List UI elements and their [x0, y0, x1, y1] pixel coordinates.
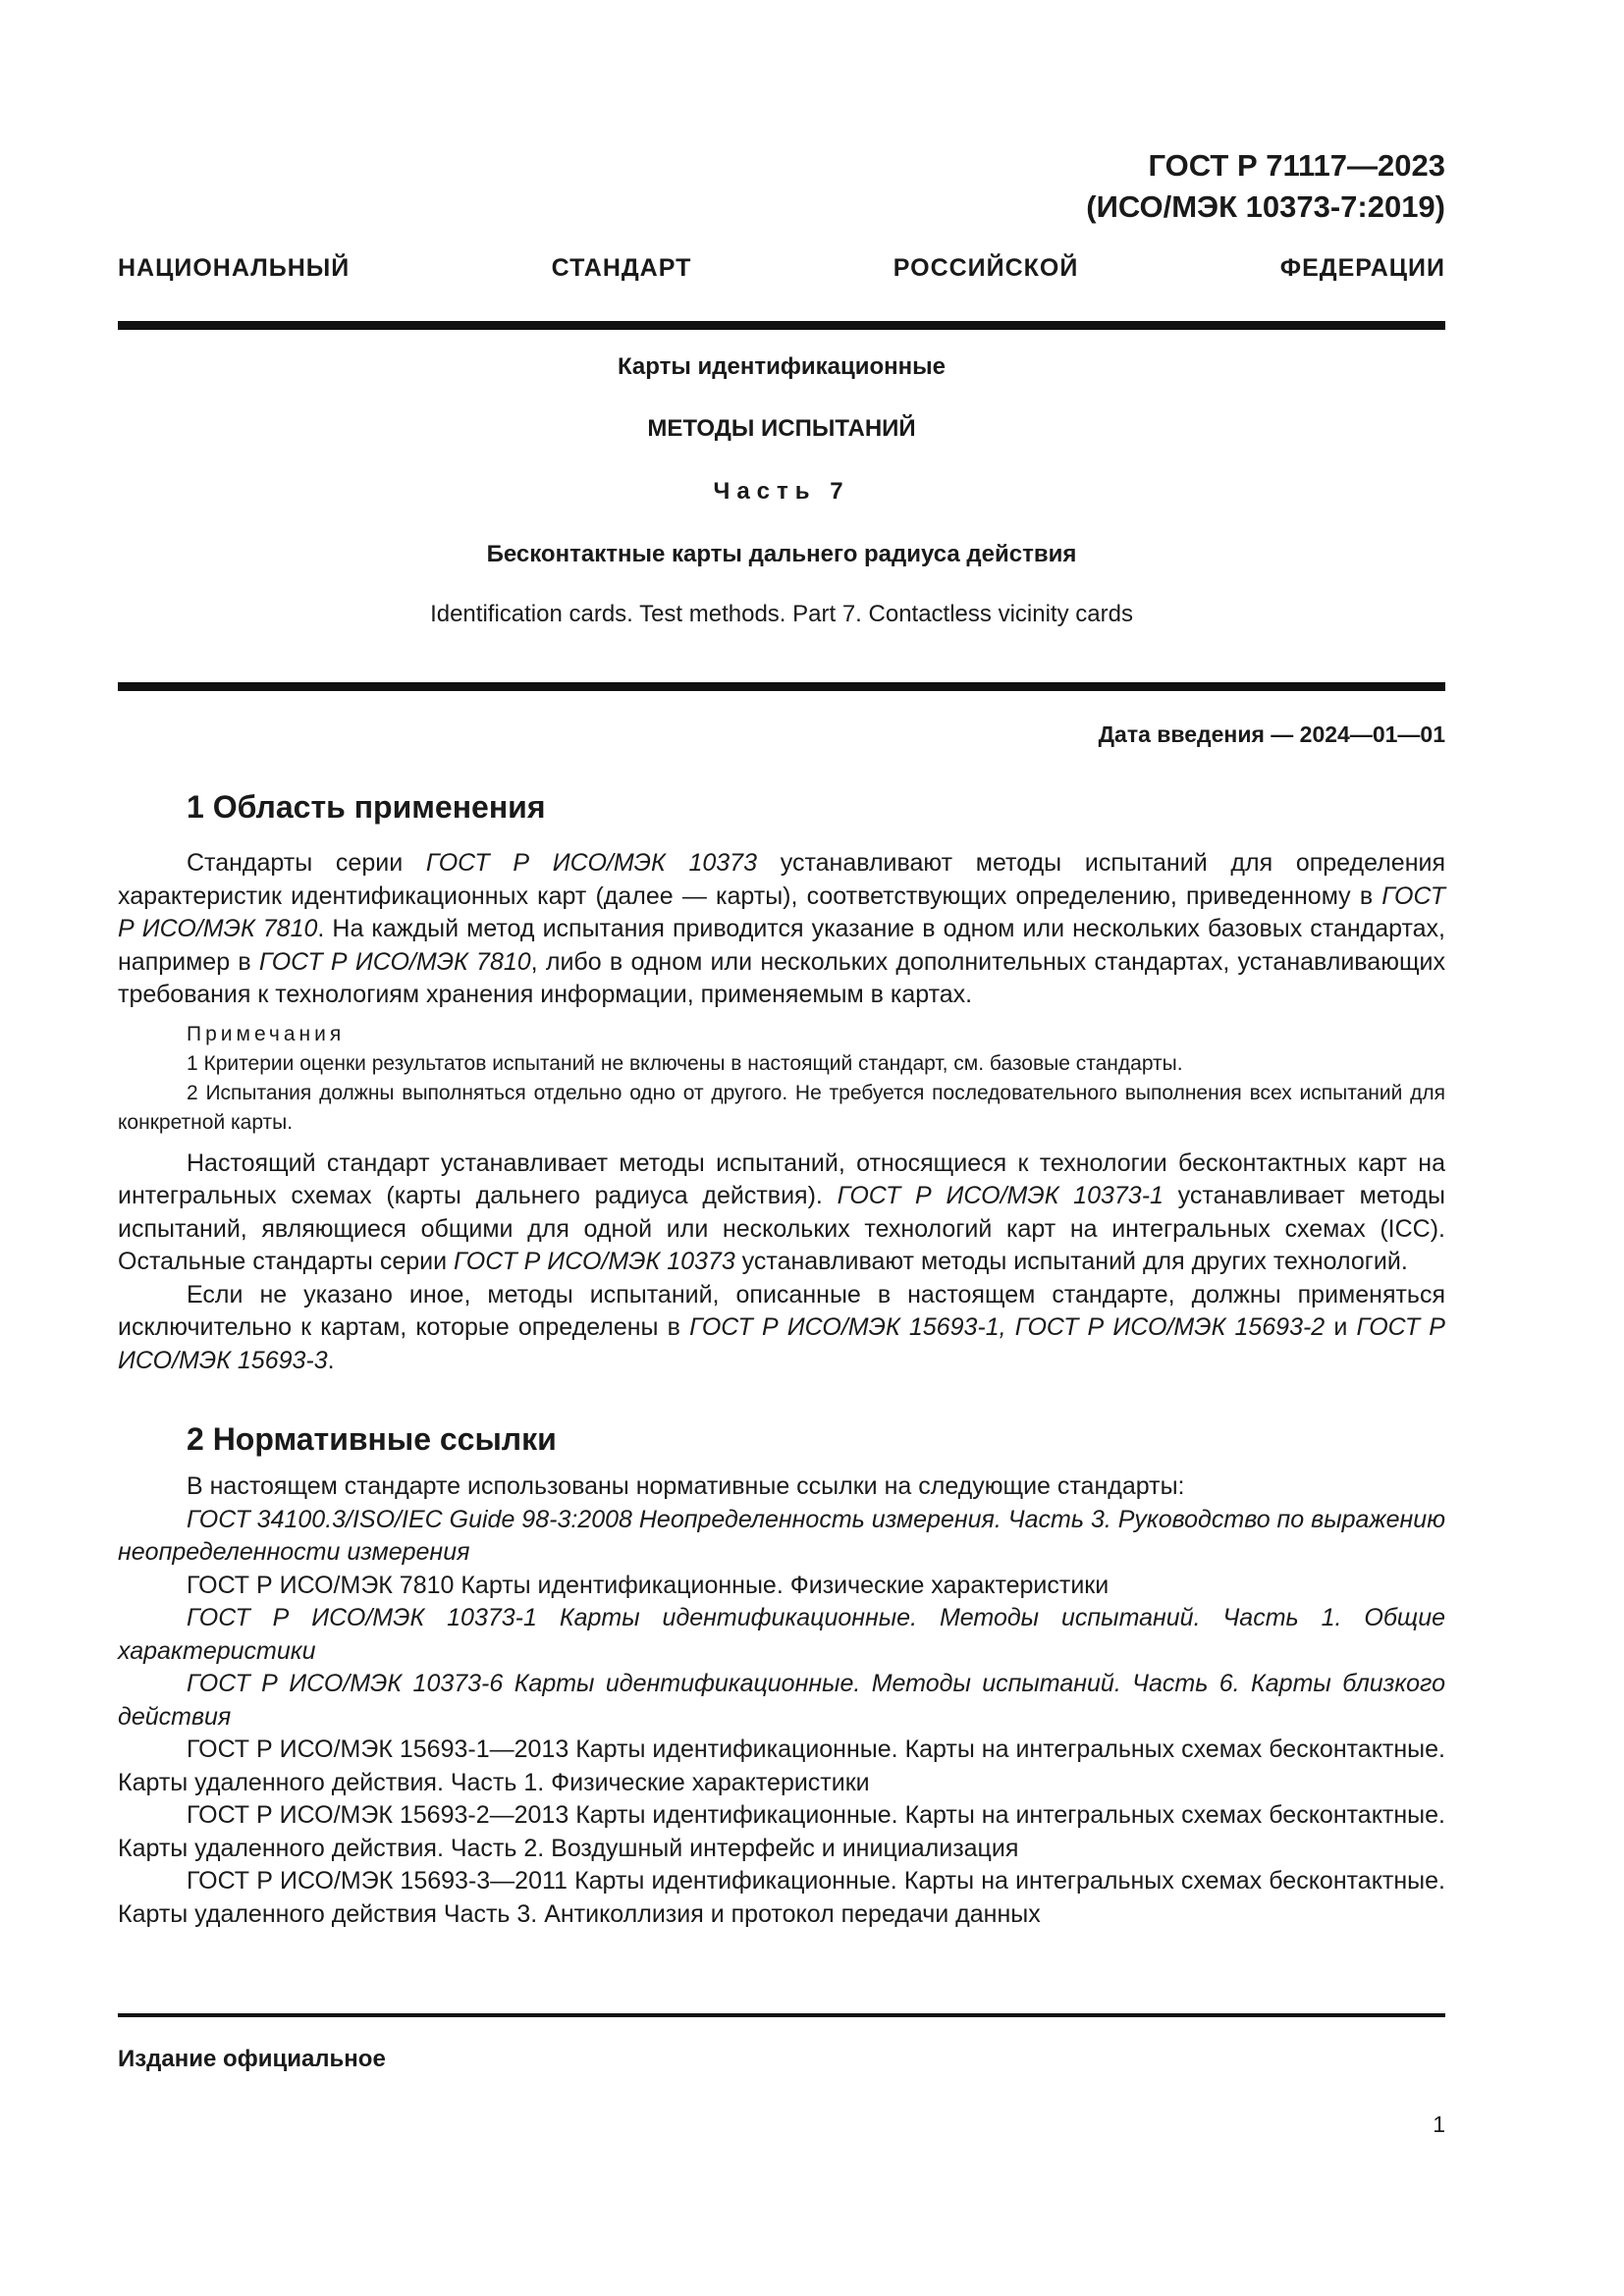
title-part: Часть 7 — [713, 478, 850, 505]
title-methods: МЕТОДЫ ИСПЫТАНИЙ — [647, 415, 916, 442]
section-1-paragraph-3: Если не указано иное, методы испытаний, описанные в настоящем стандарте, должны применяться исключительно к картам, которые определены в ГОСТ Р ИСО/МЭК 15693-1, ГОСТ Р ИСО/МЭК 15693-2 и ГОСТ Р ИСО/МЭК 15693-3. — [118, 1280, 1445, 1374]
title-divider — [118, 682, 1445, 691]
document-number-iso: (ИСО/МЭК 10373-7:2019) — [1086, 189, 1445, 224]
section-1-paragraph-2: Настоящий стандарт устанавливает методы испытаний, относящиеся к технологии бесконтактных карт на интегральных схемах (карты дальнего радиуса действия). ГОСТ Р ИСО/МЭК 10373-1 устанавливает методы испытаний, являющиеся общими для одной или нескольких технологий карт на интегральных схемах (ICC). Остальные стандарты серии ГОСТ Р ИСО/МЭК 10373 устанавливают методы испытаний для других технологий. — [118, 1148, 1445, 1275]
reference-item: ГОСТ Р ИСО/МЭК 10373-6 Карты идентификационные. Методы испытаний. Часть 6. Карты близкого действия — [118, 1670, 1445, 1731]
document-page — [118, 0, 1445, 2296]
reference-item: ГОСТ Р ИСО/МЭК 7810 Карты идентификационные. Физические характеристики — [187, 1571, 1110, 1599]
reference-item: ГОСТ Р ИСО/МЭК 15693-2—2013 Карты идентификационные. Карты на интегральных схемах бесконтактные. Карты удаленного действия. Часть 2. Воздушный интерфейс и инициализация — [118, 1801, 1445, 1862]
title-block — [118, 351, 1445, 630]
note-1: 1 Критерии оценки результатов испытаний не включены в настоящий стандарт, см. базовые стандарты. — [187, 1051, 1183, 1075]
top-divider — [118, 321, 1445, 330]
document-number — [1086, 145, 1445, 228]
section-2-heading: 2 Нормативные ссылки — [187, 1421, 557, 1457]
title-english: Identification cards. Test methods. Part 7. Contactless vicinity cards — [430, 601, 1133, 627]
reference-item: ГОСТ 34100.3/ISO/IEC Guide 98-3:2008 Неопределенность измерения. Часть 3. Руководство по выражению неопределенности измерения — [118, 1505, 1445, 1566]
title-main: Карты идентификационные — [617, 353, 946, 380]
reference-item: ГОСТ Р ИСО/МЭК 10373-1 Карты идентификационные. Методы испытаний. Часть 1. Общие характеристики — [118, 1604, 1445, 1665]
footer-divider — [118, 2013, 1445, 2017]
document-body — [118, 785, 1445, 1931]
section-1-heading: 1 Область применения — [187, 789, 546, 825]
section-1-paragraph-1: Стандарты серии ГОСТ Р ИСО/МЭК 10373 устанавливают методы испытаний для определения характеристик идентификационных карт (далее — карты), соответствующих определению, приведенному в ГОСТ Р ИСО/МЭК 7810. На каждый метод испытания приводится указание в одном или нескольких базовых стандартах, например в ГОСТ Р ИСО/МЭК 7810, либо в одном или нескольких дополнительных стандартах, устанавливающих требования к технологиям хранения информации, применяемым в картах. — [118, 849, 1446, 1008]
page-number: 1 — [1433, 2111, 1445, 2137]
introduction-date: Дата введения — 2024—01—01 — [1098, 721, 1445, 747]
reference-item: ГОСТ Р ИСО/МЭК 15693-3—2011 Карты идентификационные. Карты на интегральных схемах бесконтактные. Карты удаленного действия Часть 3. Антиколлизия и протокол передачи данных — [118, 1867, 1445, 1928]
official-edition-label: Издание официальное — [118, 2046, 386, 2072]
national-standard-banner: НАЦИОНАЛЬНЫЙ СТАНДАРТ РОССИЙСКОЙ ФЕДЕРАЦИИ — [118, 254, 1445, 282]
notes-heading: Примечания — [187, 1022, 346, 1045]
title-subtitle: Бесконтактные карты дальнего радиуса действия — [486, 541, 1077, 567]
document-number-gost: ГОСТ Р 71117—2023 — [1148, 148, 1445, 183]
section-2-intro: В настоящем стандарте использованы нормативные ссылки на следующие стандарты: — [187, 1472, 1185, 1500]
note-2: 2 Испытания должны выполняться отдельно одно от другого. Не требуется последовательного выполнения всех испытаний для конкретной карты. — [118, 1081, 1445, 1134]
reference-item: ГОСТ Р ИСО/МЭК 15693-1—2013 Карты идентификационные. Карты на интегральных схемах бесконтактные. Карты удаленного действия. Часть 1. Физические характеристики — [118, 1735, 1445, 1796]
